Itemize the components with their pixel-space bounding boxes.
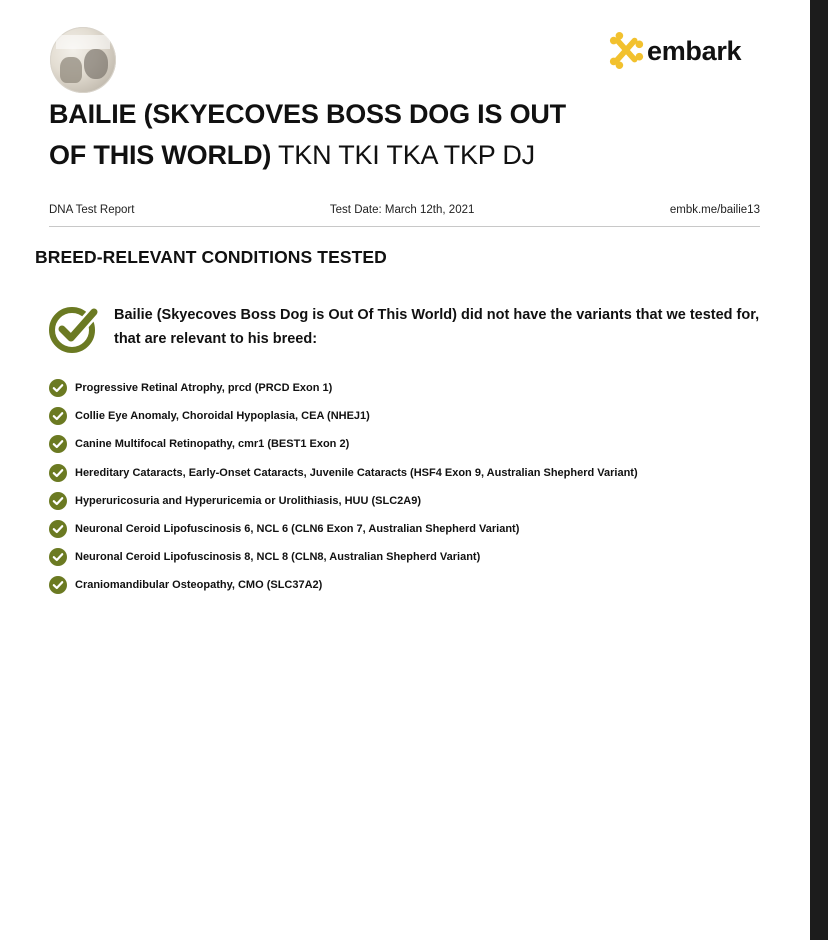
condition-item — [49, 515, 638, 543]
embark-dog-bone-icon — [608, 32, 646, 70]
embark-logo[interactable] — [608, 31, 741, 71]
condition-label: Progressive Retinal Atrophy, prcd (PRCD Exon 1) — [75, 382, 333, 395]
condition-label: Hyperuricosuria and Hyperuricemia or Urolithiasis, HUU (SLC2A9) — [75, 494, 421, 507]
condition-item — [49, 402, 638, 430]
large-check-circle-icon — [48, 303, 100, 355]
check-circle-icon — [49, 520, 67, 538]
condition-label: Craniomandibular Osteopathy, CMO (SLC37A2) — [75, 579, 323, 592]
check-circle-icon — [49, 492, 67, 510]
dog-titles: TKN TKI TKA TKP DJ — [271, 140, 535, 170]
condition-item — [49, 430, 638, 458]
viewer-edge — [810, 0, 828, 940]
condition-item — [49, 571, 638, 599]
section-heading: BREED-RELEVANT CONDITIONS TESTED — [35, 247, 387, 267]
check-circle-icon — [49, 435, 67, 453]
condition-item — [49, 543, 638, 571]
dog-name-title — [49, 94, 609, 176]
conditions-list — [49, 374, 638, 600]
condition-item — [49, 487, 638, 515]
check-circle-icon — [49, 576, 67, 594]
condition-label: Neuronal Ceroid Lipofuscinosis 6, NCL 6 (CLN6 Exon 7, Australian Shepherd Variant) — [75, 523, 520, 536]
condition-label: Canine Multifocal Retinopathy, cmr1 (BEST1 Exon 2) — [75, 438, 350, 451]
condition-label: Hereditary Cataracts, Early-Onset Cataracts, Juvenile Cataracts (HSF4 Exon 9, Australian Shepherd Variant) — [75, 466, 638, 479]
condition-item — [49, 459, 638, 487]
check-circle-icon — [49, 548, 67, 566]
check-circle-icon — [49, 379, 67, 397]
dog-avatar — [50, 27, 116, 93]
test-date: Test Date: March 12th, 2021 — [329, 204, 475, 216]
condition-label: Neuronal Ceroid Lipofuscinosis 8, NCL 8 (CLN8, Australian Shepherd Variant) — [75, 551, 481, 564]
check-circle-icon — [49, 407, 67, 425]
condition-label: Collie Eye Anomaly, Choroidal Hypoplasia, CEA (NHEJ1) — [75, 410, 370, 423]
dog-registered-name: BAILIE (SKYECOVES BOSS DOG IS OUT OF THIS WORLD) — [49, 99, 566, 170]
report-type: DNA Test Report — [49, 204, 135, 216]
logo-text: embark — [647, 35, 742, 66]
report-meta-row — [49, 204, 760, 216]
check-circle-icon — [49, 464, 67, 482]
summary-text: Bailie (Skyecoves Boss Dog is Out Of This World) did not have the variants that we tested for, that are relevant to his breed: — [114, 307, 760, 347]
condition-item — [49, 374, 638, 402]
header-divider — [49, 226, 760, 227]
report-link[interactable]: embk.me/bailie13 — [669, 204, 760, 216]
